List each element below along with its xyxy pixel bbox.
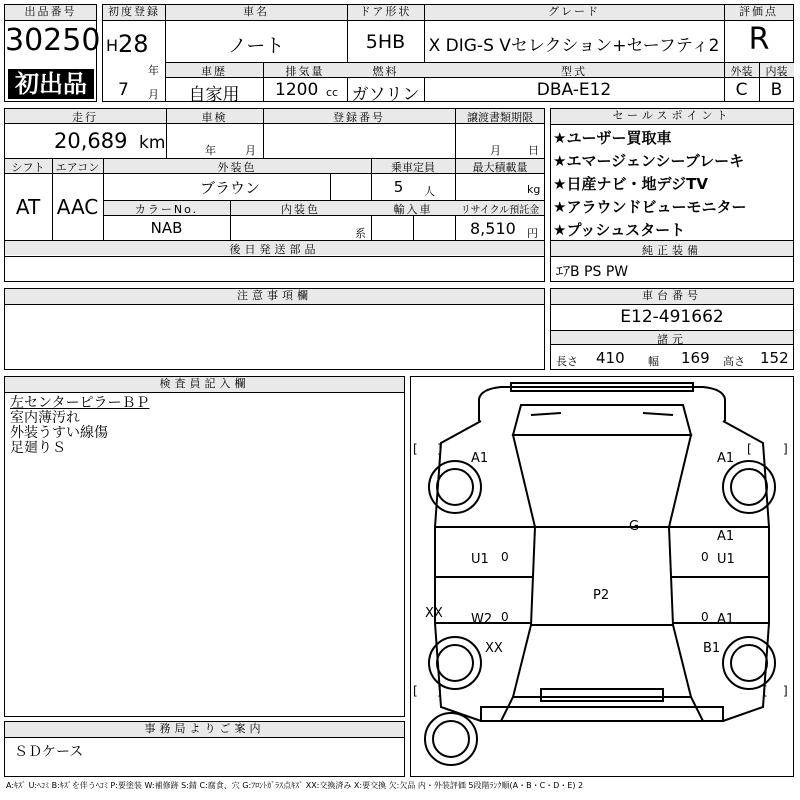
- damage-mark: A1: [717, 612, 735, 627]
- sales-point: ★エマージェンシーブレーキ: [553, 152, 745, 170]
- transfer-doc-label: 譲渡書類期限: [467, 111, 533, 124]
- mileage-label: 走行: [72, 111, 98, 124]
- height-label: 高さ: [723, 355, 745, 368]
- car-name-label: 車名: [165, 5, 347, 21]
- transfer-month-unit: 月: [490, 144, 501, 157]
- color-no-label: カラーNo.: [134, 203, 199, 216]
- svg-text:0: 0: [501, 610, 509, 624]
- capacity-label: 乗車定員: [391, 161, 435, 174]
- length-label: 長さ: [556, 355, 578, 368]
- damage-diagram: [410, 376, 794, 777]
- capacity-unit: 人: [424, 185, 435, 198]
- inspector-label: 検査員記入欄: [5, 377, 404, 393]
- ext-color-label: 外装色: [217, 161, 257, 174]
- svg-text:0: 0: [701, 550, 709, 564]
- sales-points-list: [553, 127, 791, 242]
- damage-mark: G: [629, 519, 640, 534]
- lot-number-label: 出品番号: [5, 5, 96, 21]
- svg-text:[: [: [413, 684, 418, 698]
- damage-mark: A1: [717, 451, 735, 466]
- inspector-line: 外装うすい線傷: [10, 425, 108, 441]
- office-note: ＳＤケース: [14, 744, 84, 760]
- damage-mark: A1: [471, 451, 489, 466]
- damage-mark: B1: [703, 641, 721, 656]
- displacement-value: 1200: [275, 80, 319, 100]
- car-name: ノート: [227, 35, 285, 57]
- svg-text:[: [: [413, 442, 418, 456]
- equipment-value: ｴｱB PS PW: [556, 264, 629, 280]
- month-unit: 月: [148, 88, 159, 101]
- later-parts-label: 後日発送部品: [229, 243, 320, 256]
- model-value: DBA-E12: [536, 80, 612, 100]
- exterior-grade: C: [735, 80, 748, 100]
- fuel-value: ガソリン: [351, 85, 420, 105]
- first-registration-month: 7: [118, 80, 129, 100]
- grade-label: グレード: [424, 5, 724, 21]
- notes-label: 注意事項欄: [5, 289, 544, 305]
- svg-text:[: [: [763, 684, 768, 698]
- chassis-label: 車台番号: [551, 289, 793, 305]
- damage-legend: A:ｷｽﾞ U:ﾍｺﾐ B:ｷｽﾞを伴うﾍｺﾐ P:要塗装 W:補修跡 S:錆 C:腐食、穴 G:ﾌﾛﾝﾄｶﾞﾗｽ点ｷｽﾞ XX:交換済み X:要交換 欠:欠品 内・外装評価 5段階ﾗﾝｸ順(A・B・C・D・E) 2: [6, 781, 584, 790]
- shift-value: AT: [15, 195, 41, 219]
- import-label: 輸入車: [393, 203, 433, 216]
- shift-label: シフト: [11, 161, 45, 174]
- interior-label: 内装: [765, 65, 788, 78]
- recycle-unit: 円: [527, 227, 538, 240]
- height-value: 152: [760, 349, 789, 367]
- first-registration-label: 初度登録: [103, 5, 165, 21]
- sales-point: ★日産ナビ・地デジTV: [553, 175, 708, 193]
- era-value: H: [106, 36, 119, 55]
- history-label: 車歴: [201, 65, 227, 78]
- width-value: 169: [681, 349, 710, 367]
- width-label: 幅: [648, 355, 659, 368]
- inspector-line: 左センターピラーＢＰ: [10, 395, 150, 411]
- car-outline-diagram: [411, 377, 793, 776]
- inspector-notes: [10, 396, 400, 456]
- mileage-value: 20,689: [54, 129, 128, 153]
- inspection-label: 車検: [201, 111, 228, 124]
- inspection-year-unit: 年: [205, 144, 216, 157]
- inspection-month-unit: 月: [245, 144, 256, 157]
- dims-label: 諸元: [657, 333, 687, 346]
- history-value: 自家用: [188, 85, 240, 105]
- office-label: 事務局よりご案内: [5, 722, 404, 738]
- door-type-label: ドア形状: [347, 5, 424, 21]
- chassis-number: E12-491662: [620, 307, 724, 327]
- svg-text:0: 0: [701, 610, 709, 624]
- inspector-line: 足廻りＳ: [10, 440, 66, 456]
- displacement-label: 排気量: [285, 65, 325, 78]
- svg-text:[: [: [747, 442, 752, 456]
- sales-point: ★プッシュスタート: [553, 221, 686, 239]
- grade-value: X DIG-S Vセレクション+セーフティ2: [428, 36, 720, 56]
- transfer-day-unit: 日: [528, 144, 539, 157]
- recycle-label: リサイクル預託金: [460, 205, 540, 216]
- svg-text:0: 0: [501, 550, 509, 564]
- exterior-label: 外装: [730, 65, 753, 78]
- model-label: 型式: [561, 65, 587, 78]
- int-color-unit: 系: [355, 227, 366, 240]
- inspector-line: 室内薄汚れ: [10, 410, 80, 426]
- int-color-label: 内装色: [281, 203, 320, 216]
- damage-mark: P2: [593, 588, 610, 603]
- svg-text:]: ]: [783, 442, 788, 456]
- mileage-unit: km: [139, 133, 166, 153]
- recycle-value: 8,510: [470, 219, 516, 238]
- load-label: 最大積載量: [472, 161, 528, 174]
- damage-mark: U1: [717, 552, 735, 567]
- damage-mark: XX: [485, 641, 503, 656]
- plate-label: 登録番号: [333, 111, 385, 124]
- door-type: 5HB: [365, 31, 406, 53]
- ac-label: エアコン: [55, 161, 100, 174]
- damage-mark: U1: [471, 552, 489, 567]
- year-unit: 年: [148, 64, 159, 77]
- color-no-value: NAB: [150, 219, 183, 237]
- lot-number-cell: [4, 4, 101, 102]
- first-listing-badge: 初出品: [8, 69, 94, 99]
- load-unit: kg: [527, 183, 541, 196]
- sales-points-label: セールスポイント: [551, 109, 793, 125]
- svg-text:]: ]: [783, 684, 788, 698]
- capacity-value: 5: [393, 178, 404, 196]
- displacement-unit: cc: [326, 86, 339, 99]
- fuel-label: 燃料: [372, 65, 399, 78]
- equipment-label: 純正装備: [642, 244, 702, 257]
- interior-grade: B: [770, 80, 783, 100]
- svg-text:]: ]: [437, 442, 442, 456]
- length-value: 410: [596, 349, 625, 367]
- ext-color-value: ブラウン: [199, 179, 260, 197]
- damage-mark: XX: [425, 606, 443, 621]
- first-registration-year: 28: [118, 30, 149, 58]
- damage-mark: A1: [717, 529, 735, 544]
- svg-text:]: ]: [437, 684, 442, 698]
- damage-mark: W2: [471, 612, 493, 627]
- lot-number: 30250: [5, 23, 101, 58]
- sales-point: ★ユーザー買取車: [553, 129, 672, 147]
- sales-point: ★アラウンドビューモニター: [553, 198, 747, 216]
- score-value: R: [748, 22, 770, 57]
- ac-value: AAC: [56, 195, 99, 219]
- score-label: 評価点: [724, 5, 793, 21]
